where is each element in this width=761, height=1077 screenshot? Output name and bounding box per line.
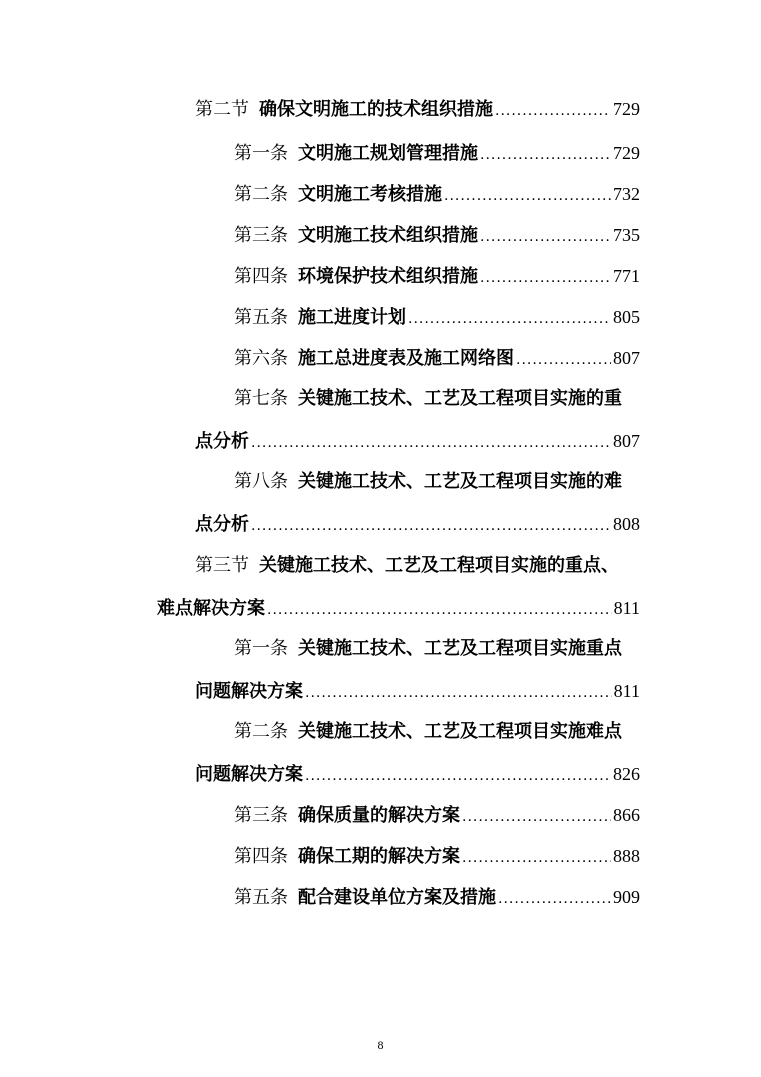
toc-label: 第五条: [234, 307, 288, 328]
leader-dots: [251, 428, 611, 458]
toc-entry: [234, 343, 640, 373]
toc-title: 文明施工规划管理措施: [298, 143, 478, 164]
toc-title: 文明施工考核措施: [298, 184, 442, 205]
toc-page-number: 909: [613, 887, 640, 907]
toc-entry-continuation: [195, 509, 640, 539]
toc-label: 第二节: [195, 99, 249, 120]
toc-entry-first-line: [234, 384, 622, 414]
leader-dots: [495, 96, 611, 126]
toc-entry: [234, 261, 640, 291]
toc-page-number: 732: [613, 184, 640, 204]
leader-dots: [408, 304, 611, 334]
toc-title: 关键施工技术、工艺及工程项目实施重点: [298, 638, 622, 659]
toc-page-number: 771: [613, 266, 640, 286]
toc-entry: [234, 302, 640, 332]
toc-label: 第一条: [234, 638, 288, 659]
toc-label: 第二条: [234, 721, 288, 742]
leader-dots: [305, 678, 612, 708]
toc-entry-continuation: [195, 759, 640, 789]
toc-entry: [234, 841, 640, 871]
toc-label: 第七条: [234, 388, 288, 409]
toc-label: 第一条: [234, 143, 288, 164]
toc-page-number: 826: [613, 764, 640, 784]
toc-title-continuation: 问题解决方案: [195, 764, 303, 785]
toc-page-number: 735: [613, 225, 640, 245]
leader-dots: [444, 181, 611, 211]
toc-page-number: 888: [613, 846, 640, 866]
toc-title: 确保质量的解决方案: [298, 805, 460, 826]
toc-label: 第四条: [234, 266, 288, 287]
toc-title-continuation: 难点解决方案: [157, 598, 265, 619]
toc-entry: [234, 179, 640, 209]
toc-entry-first-line: [195, 551, 619, 581]
toc-title: 文明施工技术组织措施: [298, 225, 478, 246]
toc-page-number: 729: [613, 143, 640, 163]
leader-dots: [462, 843, 611, 873]
toc-title: 关键施工技术、工艺及工程项目实施的重: [298, 388, 622, 409]
toc-title: 施工总进度表及施工网络图: [298, 348, 514, 369]
toc-label: 第三条: [234, 805, 288, 826]
toc-entry-continuation: [195, 676, 640, 706]
toc-page-number: 807: [613, 431, 640, 451]
toc-label: 第八条: [234, 471, 288, 492]
toc-entry-first-line: [234, 634, 622, 664]
toc-entry-first-line: [234, 467, 622, 497]
leader-dots: [251, 511, 611, 541]
toc-page-number: 729: [613, 99, 640, 119]
toc-title: 关键施工技术、工艺及工程项目实施难点: [298, 721, 622, 742]
toc-title: 配合建设单位方案及措施: [298, 887, 496, 908]
leader-dots: [305, 761, 611, 791]
toc-title: 关键施工技术、工艺及工程项目实施的难: [298, 471, 622, 492]
toc-title-continuation: 点分析: [195, 514, 249, 535]
toc-page-number: 807: [613, 348, 640, 368]
toc-page-number: 808: [613, 514, 640, 534]
toc-label: 第五条: [234, 887, 288, 908]
toc-page-number: 805: [613, 307, 640, 327]
toc-entry-continuation: [157, 593, 640, 623]
toc-title: 确保工期的解决方案: [298, 846, 460, 867]
toc-title-continuation: 点分析: [195, 431, 249, 452]
leader-dots: [498, 884, 611, 914]
leader-dots: [516, 345, 611, 375]
page-number: 8: [377, 1038, 384, 1052]
toc-page-number: 811: [613, 681, 640, 701]
toc-title: 环境保护技术组织措施: [298, 266, 478, 287]
toc-label: 第二条: [234, 184, 288, 205]
toc-entry-first-line: [234, 717, 622, 747]
toc-entry: [234, 220, 640, 250]
toc-page-number: 866: [613, 805, 640, 825]
toc-entry: [195, 94, 640, 124]
toc-entry: [234, 138, 640, 168]
toc-label: 第六条: [234, 348, 288, 369]
toc-entry-continuation: [195, 426, 640, 456]
toc-title: 关键施工技术、工艺及工程项目实施的重点、: [259, 555, 619, 576]
toc-label: 第三节: [195, 555, 249, 576]
toc-title: 施工进度计划: [298, 307, 406, 328]
toc-entry: [234, 800, 640, 830]
toc-title: 确保文明施工的技术组织措施: [259, 99, 493, 120]
toc-entry: [234, 882, 640, 912]
toc-label: 第四条: [234, 846, 288, 867]
leader-dots: [462, 802, 611, 832]
leader-dots: [480, 140, 611, 170]
toc-label: 第三条: [234, 225, 288, 246]
leader-dots: [480, 263, 611, 293]
toc-page-number: 811: [613, 598, 640, 618]
leader-dots: [480, 222, 611, 252]
leader-dots: [267, 595, 612, 625]
toc-title-continuation: 问题解决方案: [195, 681, 303, 702]
